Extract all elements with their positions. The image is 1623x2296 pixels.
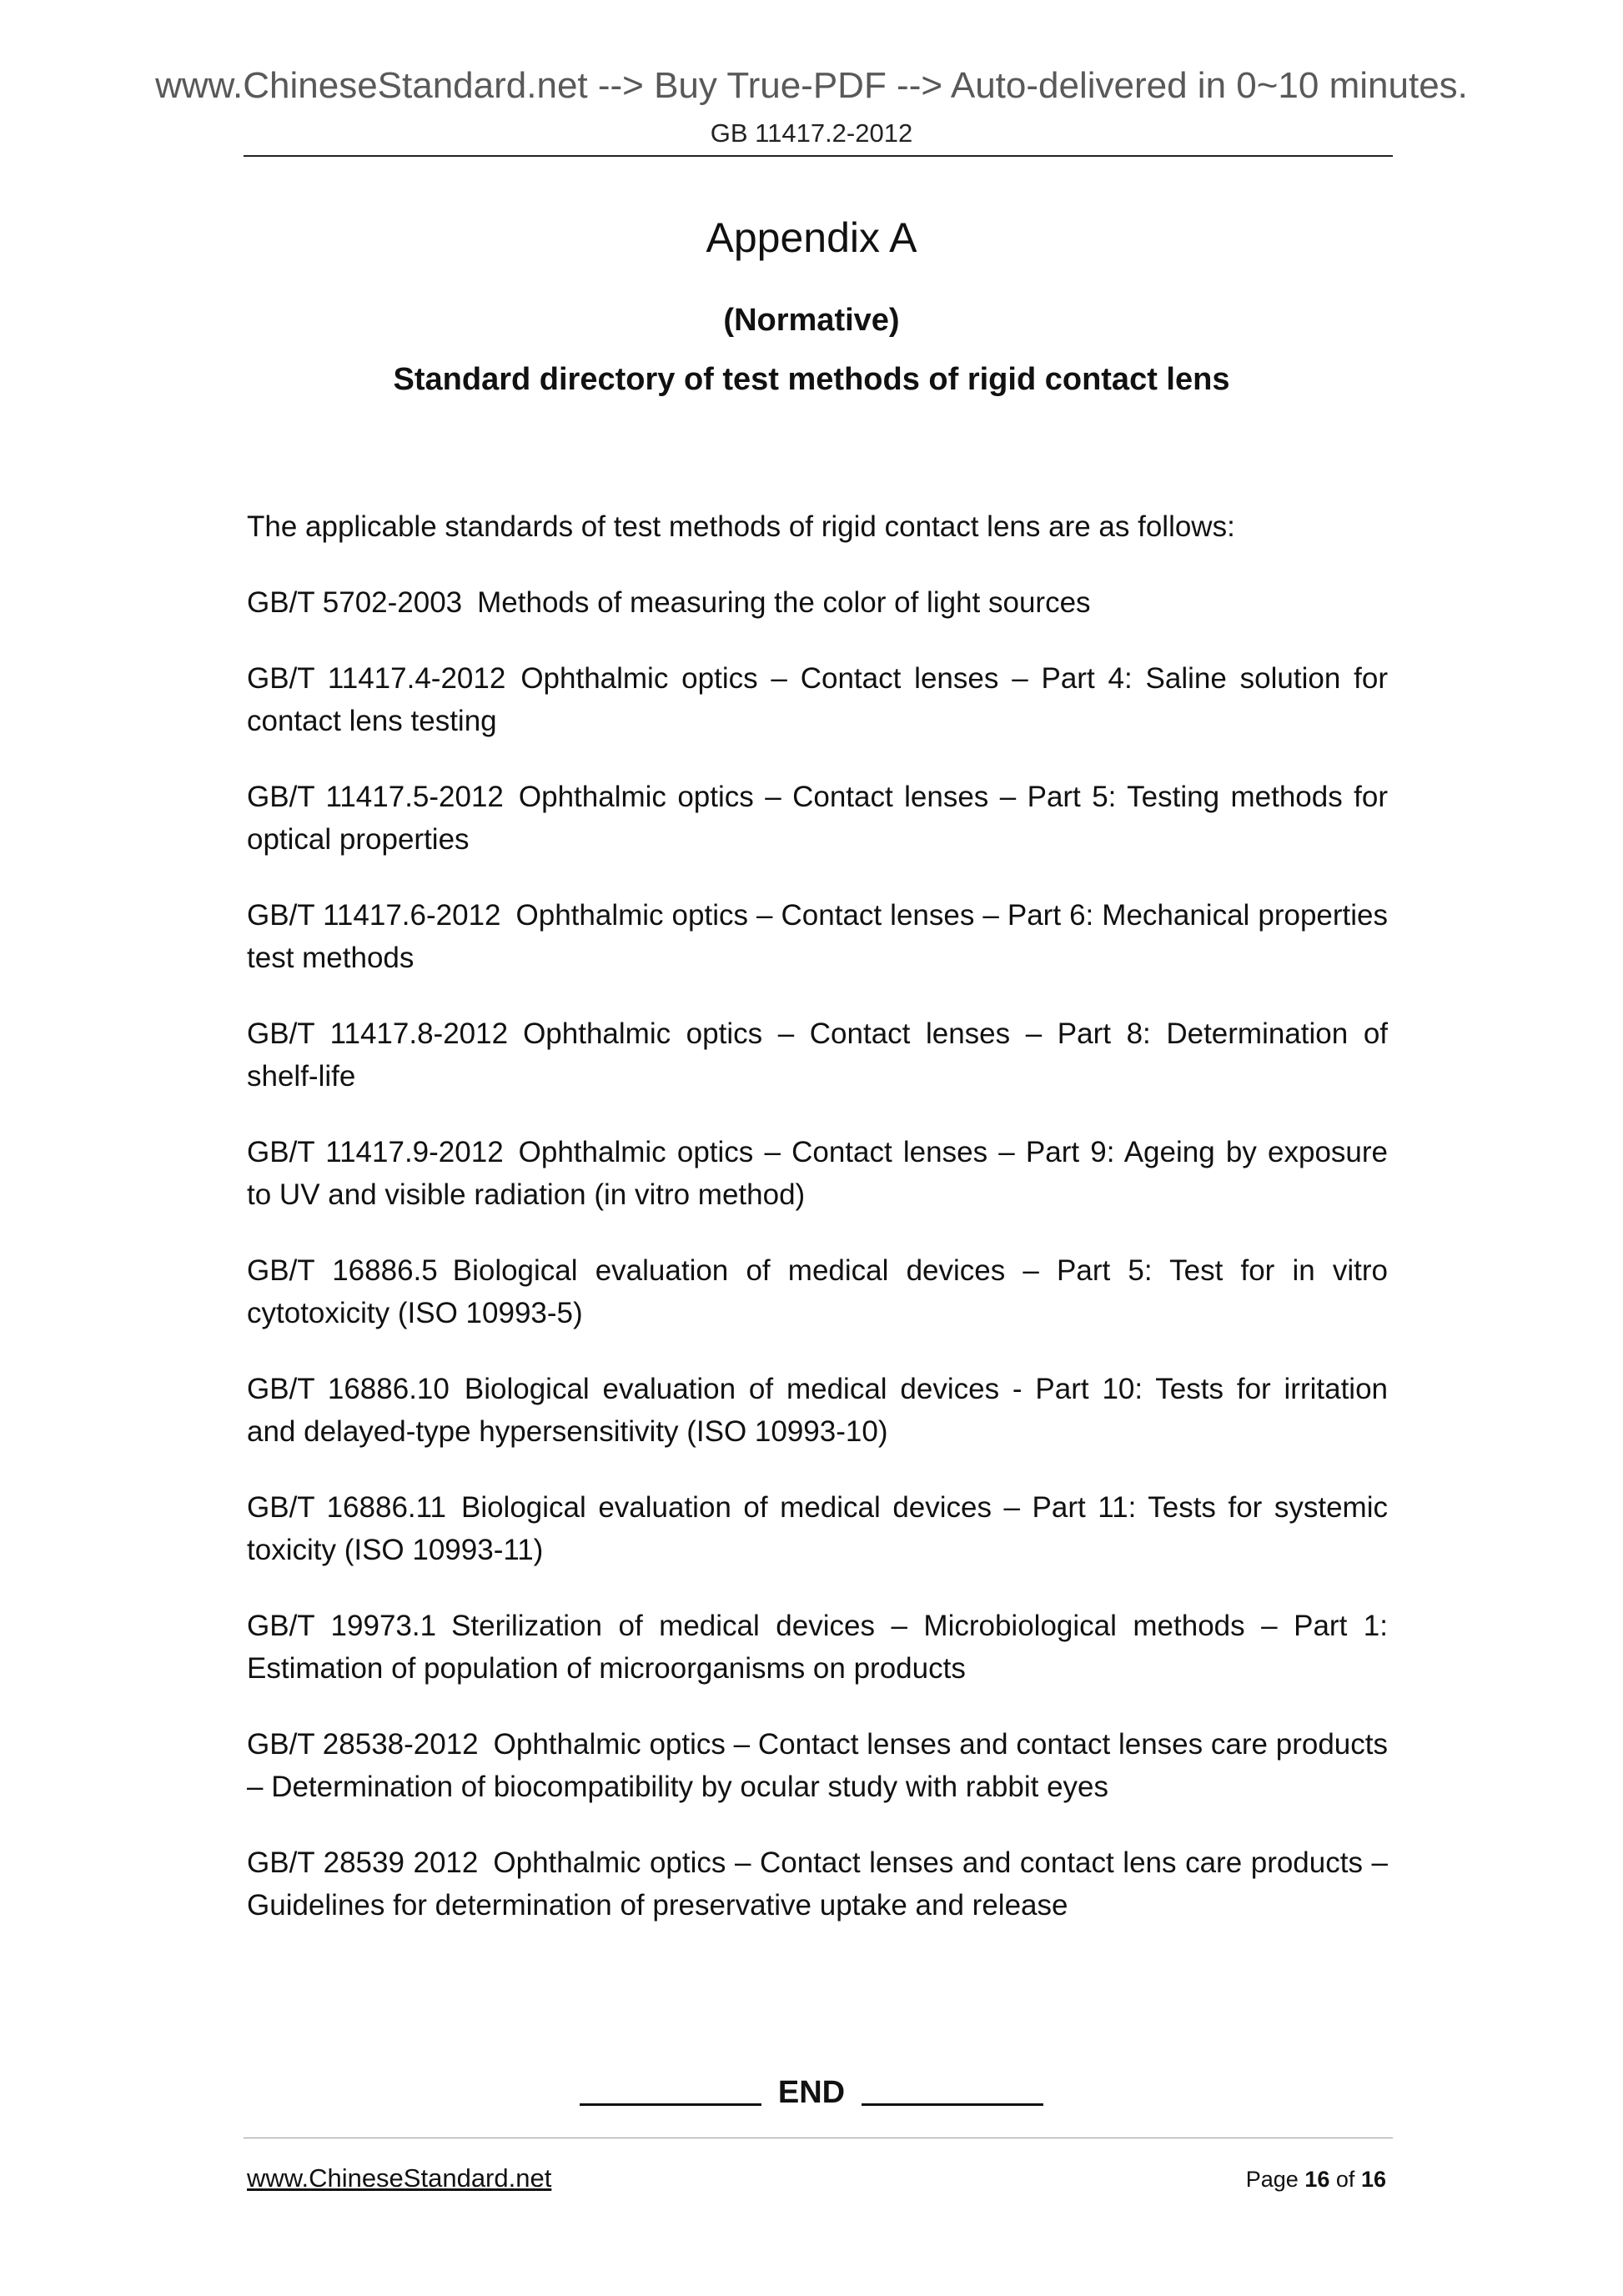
end-line-right (862, 2072, 1043, 2106)
standard-entry (247, 1131, 1388, 1216)
standard-entry (247, 581, 1388, 624)
standard-code: GB/T 28538-2012 (247, 1728, 479, 1761)
standards-list (247, 581, 1388, 1927)
document-body (247, 505, 1388, 1960)
standard-code: GB/T 11417.5-2012 (247, 781, 504, 813)
standard-title: Ophthalmic optics – Contact lenses – Part 9: Ageing by exposure to UV and visible radiation (in vitro method) (247, 1136, 1388, 1211)
normative-label: (Normative) (723, 303, 900, 338)
standard-title: Ophthalmic optics – Contact lenses and contact lenses care products – Determination of biocompatibility by ocular study with rabbit eyes (247, 1728, 1388, 1803)
standard-title: Ophthalmic optics – Contact lenses – Part 6: Mechanical properties test methods (247, 899, 1388, 974)
standard-title: Ophthalmic optics – Contact lenses – Part 4: Saline solution for contact lens testing (247, 662, 1388, 737)
standard-code: GB/T 5702-2003 (247, 586, 463, 619)
page-prefix: Page (1245, 2167, 1299, 2192)
standard-title: Methods of measuring the color of light sources (477, 586, 1091, 619)
document-code: GB 11417.2-2012 (710, 118, 913, 148)
end-line-left (580, 2072, 761, 2106)
standard-code: GB/T 11417.9-2012 (247, 1136, 504, 1168)
standard-title: Biological evaluation of medical devices - Part 10: Tests for irritation and delayed-type hypersensitivity (ISO 10993-10) (247, 1373, 1389, 1448)
page-of: of (1335, 2167, 1355, 2192)
standard-entry (247, 894, 1388, 979)
standard-entry (247, 657, 1388, 742)
standard-entry (247, 1723, 1388, 1808)
standard-title: Biological evaluation of medical devices – Part 5: Test for in vitro cytotoxicity (ISO 10993-5) (247, 1254, 1389, 1329)
page-total: 16 (1360, 2167, 1386, 2192)
header-divider (244, 155, 1393, 157)
standard-code: GB/T 28539 2012 (247, 1846, 479, 1879)
appendix-subtitle: Standard directory of test methods of rigid contact lens (393, 362, 1230, 397)
standard-title: Ophthalmic optics – Contact lenses – Part 8: Determination of shelf-life (247, 1017, 1389, 1093)
standard-code: GB/T 16886.5 (247, 1254, 438, 1287)
end-marker (0, 2072, 1623, 2111)
standard-title: Ophthalmic optics – Contact lenses and contact lens care products – Guidelines for determination of preservative uptake and release (247, 1846, 1388, 1922)
page-number (1246, 2167, 1386, 2193)
standard-entry (247, 1012, 1388, 1098)
standard-title: Biological evaluation of medical devices – Part 11: Tests for systemic toxicity (ISO 10993-11) (247, 1491, 1388, 1566)
standard-code: GB/T 19973.1 (247, 1610, 437, 1642)
standard-entry (247, 1249, 1388, 1334)
standard-code: GB/T 16886.10 (247, 1373, 450, 1405)
standard-entry (247, 1368, 1388, 1453)
page-current: 16 (1304, 2167, 1330, 2192)
standard-entry (247, 1841, 1388, 1927)
standard-entry (247, 776, 1388, 861)
top-banner: www.ChineseStandard.net --> Buy True-PDF --> Auto-delivered in 0~10 minutes. (155, 65, 1468, 106)
standard-entry (247, 1486, 1388, 1571)
standard-code: GB/T 16886.11 (247, 1491, 446, 1524)
standard-title: Ophthalmic optics – Contact lenses – Part 5: Testing methods for optical properties (247, 781, 1389, 856)
standard-code: GB/T 11417.6-2012 (247, 899, 501, 932)
appendix-title: Appendix A (706, 214, 917, 261)
standard-title: Sterilization of medical devices – Microbiological methods – Part 1: Estimation of population of microorganisms on products (247, 1610, 1388, 1685)
end-label: END (777, 2075, 846, 2110)
standard-entry (247, 1605, 1388, 1690)
standard-code: GB/T 11417.8-2012 (247, 1017, 509, 1050)
intro-paragraph: The applicable standards of test methods of rigid contact lens are as follows: (247, 510, 1235, 543)
footer-url-link[interactable]: www.ChineseStandard.net (247, 2163, 552, 2193)
standard-code: GB/T 11417.4-2012 (247, 662, 506, 695)
